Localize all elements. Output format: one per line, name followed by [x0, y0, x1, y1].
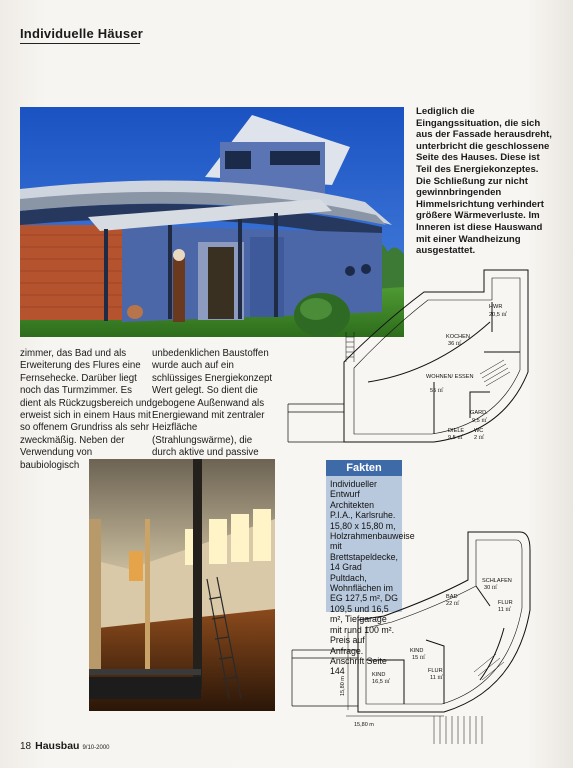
room-area: 11 ㎡ — [498, 607, 511, 613]
section-title: Individuelle Häuser — [20, 26, 144, 41]
room-area: 15 ㎡ — [412, 655, 426, 661]
room-label: KIND — [372, 672, 386, 678]
room-area: 36 ㎡ — [448, 341, 462, 347]
room-area: 20,5 ㎡ — [489, 312, 508, 318]
room-label: WOHNEN/ ESSEN — [426, 374, 474, 380]
room-label: SCHLAFEN — [482, 578, 512, 584]
floor-plan-ground — [284, 262, 540, 478]
room-label: KOCHEN — [446, 334, 470, 340]
dimension-horizontal: 15,80 m — [354, 722, 374, 728]
room-label: KIND — [410, 648, 424, 654]
room-area: 30 ㎡ — [484, 585, 498, 591]
room-label: FLUR — [428, 668, 443, 674]
room-area: 16,5 ㎡ — [372, 679, 391, 685]
room-label: DIELE — [448, 428, 465, 434]
room-area: 22 ㎡ — [446, 601, 460, 607]
facts-title: Fakten — [326, 460, 402, 476]
body-text-col1: zimmer, das Bad und als Erweiterung des Flures eine Fernsehecke. Darüber liegt noch das Turmzimmer. Es dient als Rückzugsbereich und erweist sich in einem Haus mit so offenem Grundriss als sehr zweckmäßig. Neben der Verwendung von baubiologisch — [20, 348, 152, 471]
room-area: 55 ㎡ — [430, 388, 444, 394]
facts-text: Individueller Entwurf Architekten P.I.A., Karlsruhe. 15,80 x 15,80 m, Holzrahmenbauweise mit Brettstapeldecke, 14 Grad Pultdach, Wohnflächen im EG 127,5 m², DG 109,5 und 16,5 m², Tiefgarage mit rund 100 m². Preis auf Anfrage. Anschrift Seite 144 — [330, 479, 415, 677]
room-area: 2 ㎡ — [474, 435, 485, 441]
house-interior-photo — [89, 459, 275, 711]
room-area: 9,5 ㎡ — [448, 435, 463, 441]
room-label: HWR — [489, 304, 503, 310]
body-text-col2-content: unbedenklichen Baustoffen wurde auch auf ein schlüssiges Energiekonzept Wert gelegt. So dient die gebogene Außenwand als Energiewand mit zentraler Heizfläche (Strahlungswärme), die durch aktive und passive — [152, 348, 273, 459]
room-label: GARD. — [470, 410, 488, 416]
room-label: WC — [474, 428, 484, 434]
floor-plan-upper — [284, 520, 536, 744]
room-area: 9,5 ㎡ — [472, 418, 487, 424]
room-area: 11 ㎡ — [430, 675, 443, 681]
room-label: FLUR — [498, 600, 513, 606]
magazine-brand: Hausbau — [35, 740, 80, 752]
photo-caption: Lediglich die Eingangssituation, die sich aus der Fassade herausdreht, unterbricht die geschlossene Seite des Hauses. Diese ist Teil des Energiekonzeptes. Die Schließung zur nicht gewinnbringenden Himmelsrichtung verhindert größere Wärmeverluste. Im Inneren ist diese Hauswand mit einer Wandheizung ausgestattet. — [416, 106, 552, 257]
page-footer — [20, 740, 110, 752]
issue-number: 9/10-2000 — [82, 745, 110, 751]
room-label: BAD — [446, 594, 458, 600]
header-rule — [20, 43, 140, 44]
page-number: 18 — [20, 741, 32, 752]
dimension-vertical: 15,80 m — [340, 676, 346, 696]
